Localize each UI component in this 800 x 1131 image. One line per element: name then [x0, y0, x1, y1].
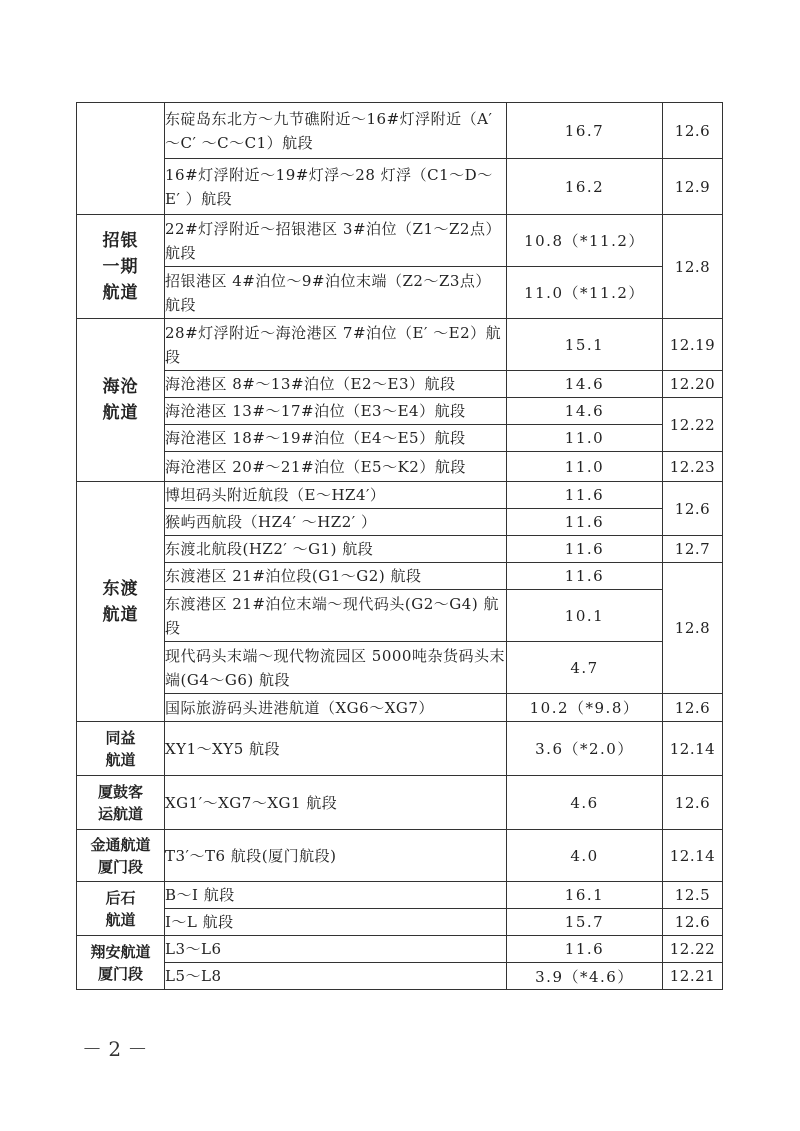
depth-cell: 10.2（*9.8） — [507, 694, 663, 722]
segment-cell: 国际旅游码头进港航道（XG6～XG7） — [165, 694, 507, 722]
date-cell: 12.22 — [663, 936, 723, 963]
segment-cell: XY1～XY5 航段 — [165, 722, 507, 776]
depth-cell: 3.9（*4.6） — [507, 963, 663, 990]
table-row — [77, 215, 723, 267]
table-row — [77, 398, 723, 425]
table-row — [77, 103, 723, 159]
date-cell: 12.6 — [663, 909, 723, 936]
date-cell: 12.9 — [663, 159, 723, 215]
table-row — [77, 482, 723, 509]
segment-cell: I～L 航段 — [165, 909, 507, 936]
date-cell: 12.21 — [663, 963, 723, 990]
date-cell: 12.23 — [663, 452, 723, 482]
waterway-group-cell — [77, 215, 165, 319]
date-cell: 12.8 — [663, 215, 723, 319]
table-row — [77, 909, 723, 936]
table-row — [77, 642, 723, 694]
depth-cell: 11.0 — [507, 452, 663, 482]
waterway-group-cell — [77, 103, 165, 215]
waterway-group-label: 同益航道 — [105, 728, 136, 769]
date-cell: 12.5 — [663, 882, 723, 909]
waterway-group-cell — [77, 882, 165, 936]
depth-cell: 11.6 — [507, 509, 663, 536]
waterway-group-label: 招银一期航道 — [102, 230, 139, 303]
segment-cell: 博坦码头附近航段（E～HZ4′） — [165, 482, 507, 509]
depth-cell: 4.7 — [507, 642, 663, 694]
table-row — [77, 830, 723, 882]
table-row — [77, 590, 723, 642]
date-cell: 12.20 — [663, 371, 723, 398]
depth-cell: 14.6 — [507, 371, 663, 398]
segment-cell: 海沧港区 20#～21#泊位（E5～K2）航段 — [165, 452, 507, 482]
depth-cell: 10.8（*11.2） — [507, 215, 663, 267]
table-row — [77, 882, 723, 909]
date-cell: 12.19 — [663, 319, 723, 371]
table-row — [77, 963, 723, 990]
date-cell: 12.7 — [663, 536, 723, 563]
depth-cell: 10.1 — [507, 590, 663, 642]
table-row — [77, 425, 723, 452]
waterway-group-cell — [77, 319, 165, 482]
segment-cell: L5～L8 — [165, 963, 507, 990]
segment-cell: 现代码头末端～现代物流园区 5000吨杂货码头末端(G4～G6) 航段 — [165, 642, 507, 694]
table-row — [77, 936, 723, 963]
depth-cell: 3.6（*2.0） — [507, 722, 663, 776]
segment-cell: 东渡港区 21#泊位末端～现代码头(G2～G4) 航段 — [165, 590, 507, 642]
depth-cell: 4.6 — [507, 776, 663, 830]
segment-cell: 22#灯浮附近～招银港区 3#泊位（Z1～Z2点）航段 — [165, 215, 507, 267]
date-cell: 12.22 — [663, 398, 723, 452]
waterway-group-label: 东渡航道 — [102, 578, 139, 625]
segment-cell: B～I 航段 — [165, 882, 507, 909]
depth-cell: 11.0 — [507, 425, 663, 452]
segment-cell: 28#灯浮附近～海沧港区 7#泊位（E′ ～E2）航段 — [165, 319, 507, 371]
waterway-group-label: 厦鼓客运航道 — [97, 782, 143, 823]
segment-cell: T3′～T6 航段(厦门航段) — [165, 830, 507, 882]
table-row — [77, 722, 723, 776]
segment-cell: 猴屿西航段（HZ4′ ～HZ2′ ） — [165, 509, 507, 536]
depth-cell: 16.2 — [507, 159, 663, 215]
date-cell: 12.6 — [663, 694, 723, 722]
depth-cell: 11.6 — [507, 482, 663, 509]
table-row — [77, 563, 723, 590]
table-row — [77, 319, 723, 371]
page-number: － 2 － — [82, 1037, 148, 1061]
table-row — [77, 159, 723, 215]
segment-cell: XG1′～XG7～XG1 航段 — [165, 776, 507, 830]
segment-cell: 东渡港区 21#泊位段(G1～G2) 航段 — [165, 563, 507, 590]
depth-cell: 11.6 — [507, 563, 663, 590]
date-cell: 12.6 — [663, 776, 723, 830]
segment-cell: 海沧港区 18#～19#泊位（E4～E5）航段 — [165, 425, 507, 452]
table-row — [77, 776, 723, 830]
depth-cell: 11.0（*11.2） — [507, 267, 663, 319]
segment-cell: 海沧港区 13#～17#泊位（E3～E4）航段 — [165, 398, 507, 425]
depth-cell: 11.6 — [507, 536, 663, 563]
table-row — [77, 694, 723, 722]
depth-cell: 4.0 — [507, 830, 663, 882]
segment-cell: 海沧港区 8#～13#泊位（E2～E3）航段 — [165, 371, 507, 398]
segment-cell: L3～L6 — [165, 936, 507, 963]
waterway-group-cell — [77, 776, 165, 830]
depth-cell: 16.7 — [507, 103, 663, 159]
table-row — [77, 452, 723, 482]
depth-cell: 14.6 — [507, 398, 663, 425]
waterway-group-cell — [77, 936, 165, 990]
depth-cell: 16.1 — [507, 882, 663, 909]
waterway-group-label: 海沧航道 — [102, 377, 139, 423]
waterway-group-cell — [77, 482, 165, 722]
waterway-depth-table — [76, 102, 723, 990]
date-cell: 12.8 — [663, 563, 723, 694]
date-cell: 12.14 — [663, 830, 723, 882]
depth-cell: 11.6 — [507, 936, 663, 963]
waterway-group-cell — [77, 722, 165, 776]
waterway-group-cell — [77, 830, 165, 882]
table-row — [77, 371, 723, 398]
waterway-group-label: 后石航道 — [105, 888, 136, 929]
segment-cell: 东碇岛东北方～九节礁附近～16#灯浮附近（A′ ～C′ ～C～C1）航段 — [165, 103, 507, 159]
table-row — [77, 536, 723, 563]
depth-cell: 15.7 — [507, 909, 663, 936]
depth-cell: 15.1 — [507, 319, 663, 371]
date-cell: 12.6 — [663, 482, 723, 536]
segment-cell: 东渡北航段(HZ2′ ～G1) 航段 — [165, 536, 507, 563]
waterway-group-label: 翔安航道厦门段 — [90, 942, 151, 983]
table-row — [77, 267, 723, 319]
date-cell: 12.6 — [663, 103, 723, 159]
segment-cell: 招银港区 4#泊位～9#泊位末端（Z2～Z3点）航段 — [165, 267, 507, 319]
waterway-group-label: 金通航道厦门段 — [90, 835, 151, 876]
segment-cell: 16#灯浮附近～19#灯浮～28 灯浮（C1～D～E′ ）航段 — [165, 159, 507, 215]
date-cell: 12.14 — [663, 722, 723, 776]
table-row — [77, 509, 723, 536]
